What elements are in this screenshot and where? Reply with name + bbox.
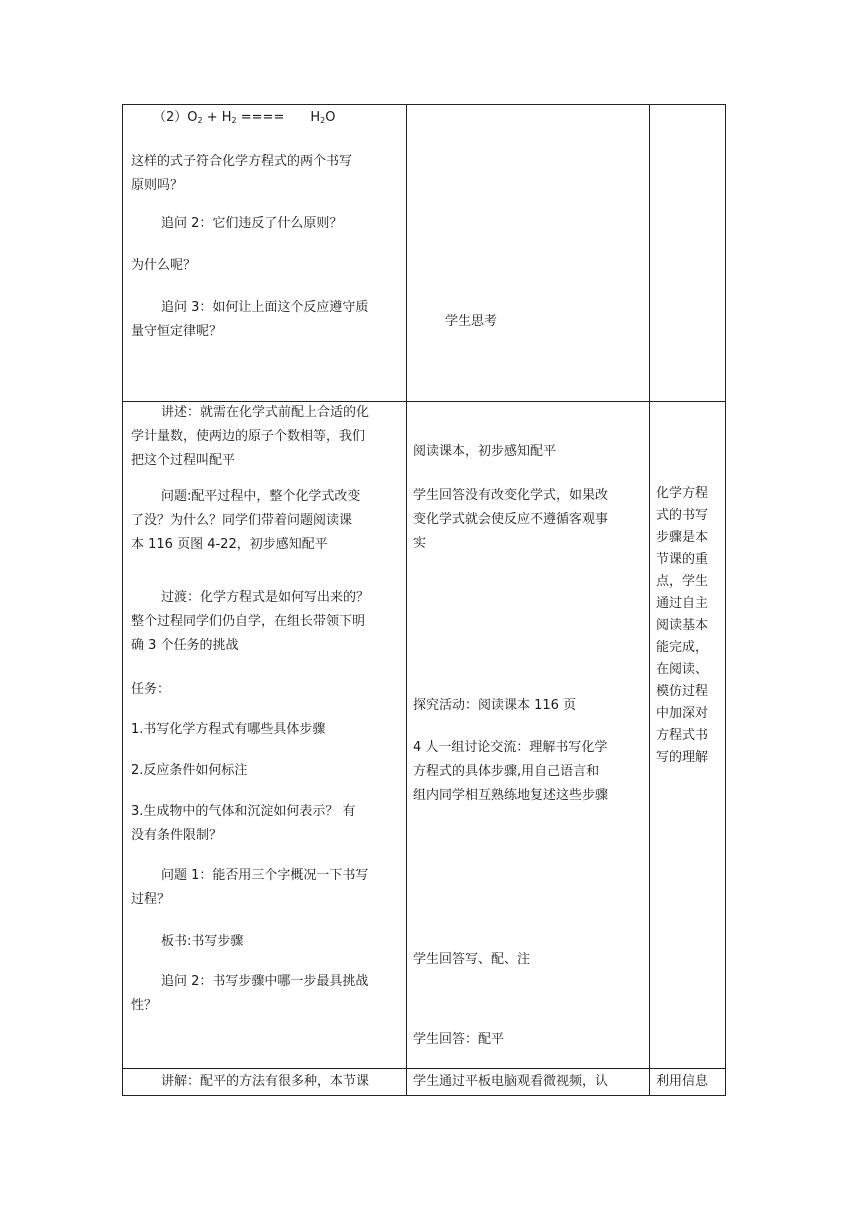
- design-intent-line: 点，学生: [656, 574, 709, 589]
- equation-product-end: O: [325, 110, 336, 125]
- student-answer: 学生回答：配平: [413, 1032, 505, 1047]
- student-answer: 学生回答写、配、注: [413, 952, 531, 967]
- question-text: 这样的式子符合化学方程式的两个书写: [131, 154, 353, 169]
- question-text: 问题 1：能否用三个字概况一下书写: [161, 868, 369, 883]
- followup-question: 追问 3：如何让上面这个反应遵守质: [161, 300, 369, 315]
- design-intent-line: 节课的重: [656, 552, 709, 567]
- task-item: 没有条件限制？: [131, 828, 223, 843]
- followup-question: 追问 2：书写步骤中哪一步最具挑战: [161, 974, 369, 989]
- column-divider: [649, 105, 650, 1095]
- design-intent-line: 利用信息: [656, 1074, 709, 1089]
- equation-arrow: ====: [236, 110, 285, 125]
- row-divider: [123, 1068, 725, 1069]
- student-answer: 变化学式就会使反应不遵循客观事: [413, 512, 609, 527]
- task-item: 1.书写化学方程式有哪些具体步骤: [131, 722, 326, 737]
- student-answer: 实: [413, 536, 427, 551]
- transition-text: 过渡：化学方程式是如何写出来的？: [161, 590, 370, 605]
- board-note: 板书:书写步骤: [161, 934, 244, 949]
- equation-subscript: 2: [320, 116, 326, 125]
- transition-text: 整个过程同学们仍自学，在组长带领下明: [131, 614, 366, 629]
- question-text: 了没？为什么？同学们带着问题阅读课: [131, 513, 353, 528]
- equation-product: H: [310, 110, 321, 125]
- equation-line: [153, 107, 335, 132]
- design-intent-line: 写的理解: [656, 750, 709, 765]
- column-divider: [406, 105, 407, 1095]
- student-activity: 阅读课本，初步感知配平: [413, 444, 557, 459]
- design-intent-line: 能完成，: [656, 640, 709, 655]
- student-activity: 方程式的具体步骤,用自己语言和: [413, 764, 600, 779]
- student-activity: 学生思考: [445, 314, 498, 329]
- design-intent-line: 通过自主: [656, 596, 709, 611]
- design-intent-line: 式的书写: [656, 508, 709, 523]
- followup-question: 追问 2：它们违反了什么原则？: [161, 216, 343, 231]
- equation-subscript: 2: [231, 116, 237, 125]
- lesson-table: [122, 104, 726, 1096]
- question-text: 本 116 页图 4-22，初步感知配平: [131, 537, 328, 552]
- design-intent-line: 模仿过程: [656, 684, 709, 699]
- question-text: 原则吗？: [131, 178, 184, 193]
- student-activity: 组内同学相互熟练地复述这些步骤: [413, 788, 609, 803]
- student-activity: 学生通过平板电脑观看微视频，认: [413, 1074, 609, 1089]
- student-activity: 探究活动：阅读课本 116 页: [413, 698, 577, 713]
- equation-plus: + H: [202, 110, 232, 125]
- narration: 把这个过程叫配平: [131, 453, 236, 468]
- explanation-text: 讲解：配平的方法有很多种，本节课: [161, 1074, 370, 1089]
- question-text: 问题:配平过程中，整个化学式改变: [161, 489, 361, 504]
- equation-subscript: 2: [197, 116, 203, 125]
- student-answer: 学生回答没有改变化学式，如果改: [413, 488, 609, 503]
- task-heading: 任务：: [131, 682, 171, 697]
- equation-prefix: （2）O: [153, 110, 198, 125]
- task-item: 3.生成物中的气体和沉淀如何表示？ 有: [131, 804, 356, 819]
- transition-text: 确 3 个任务的挑战: [131, 638, 239, 653]
- design-intent-line: 化学方程: [656, 486, 709, 501]
- followup-question: 性？: [131, 998, 158, 1013]
- task-item: 2.反应条件如何标注: [131, 763, 248, 778]
- design-intent-line: 中加深对: [656, 706, 709, 721]
- design-intent: [656, 483, 708, 769]
- followup-question: 量守恒定律呢？: [131, 324, 223, 339]
- design-intent-line: 阅读基本: [656, 618, 709, 633]
- design-intent-line: 步骤是本: [656, 530, 709, 545]
- design-intent-line: 在阅读、: [656, 662, 709, 677]
- question-text: 过程？: [131, 892, 171, 907]
- followup-question: 为什么呢？: [131, 258, 197, 273]
- narration: 讲述：就需在化学式前配上合适的化: [161, 405, 370, 420]
- student-activity: 4 人一组讨论交流：理解书写化学: [413, 740, 608, 755]
- design-intent-line: 方程式书: [656, 728, 709, 743]
- narration: 学计量数，使两边的原子个数相等，我们: [131, 429, 366, 444]
